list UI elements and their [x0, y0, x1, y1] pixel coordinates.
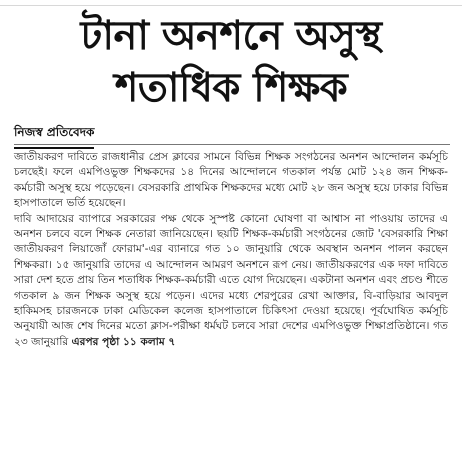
- article-paragraph: [14, 212, 448, 351]
- byline: নিজস্ব প্রতিবেদক: [14, 124, 94, 149]
- divider-rule: [14, 144, 450, 145]
- page-top-strip: [0, 0, 462, 6]
- headline: [0, 10, 462, 114]
- article-paragraph: জাতীয়করণ দাবিতে রাজধানীর প্রেস ক্লাবের সামনে বিভিন্ন শিক্ষক সংগঠনের অনশন আন্দোলন কর্মসূচি চলছেই। ফলে এমপিওভুক্ত শিক্ষকদের ১৪ দিনের আন্দোলনে গতকাল পর্যন্ত মোট ১২৪ জন শিক্ষক-কর্মচারী অসুস্থ হয়ে পড়েছেন। বেসরকারি প্রাথমিক শিক্ষকদের মধ্যে মোট ২৮ জন অসুস্থ হয়ে ঢাকার বিভিন্ন হাসপাতালে ভর্তি হয়েছেন।: [14, 151, 448, 210]
- headline-line-1: টানা অনশনে অসুস্থ: [80, 13, 382, 59]
- headline-line-2: শতাধিক শিক্ষক: [114, 65, 348, 111]
- continuation-jump: এরপর পৃষ্ঠা ১১ কলাম ৭: [71, 335, 176, 348]
- article-body: [14, 150, 448, 350]
- article-paragraph-text: দাবি আদায়ের ব্যাপারে সরকারের পক্ষ থেকে সুস্পষ্ট কোনো ঘোষণা বা আশ্বাস না পাওয়ায় তাদের এ অনশন চলবে বলে শিক্ষক নেতারা জানিয়েছেন। ছয়টি শিক্ষক-কর্মচারী সংগঠনের জোট 'বেসরকারি শিক্ষা জাতীয়করণ লিয়াজোঁ ফোরাম'-এর ব্যানারে গত ১০ জানুয়ারি থেকে অবস্থান অনশন পালন করছেন শিক্ষকরা। ১৫ জানুয়ারি তাদের এ আন্দোলন আমরণ অনশনে রূপ নেয়। জাতীয়করণের এক দফা দাবিতে সারা দেশ হতে প্রায় তিন শতাধিক শিক্ষক-কর্মচারী এতে যোগ দিয়েছেন। একটানা অনশন এবং প্রচণ্ড শীতে গতকাল ৯ জন শিক্ষক অসুস্থ হয়ে পড়েন। এদের মধ্যে শেরপুরের রেখা আক্তার, বি-বাড়িয়ার আবদুল হাকিমসহ চারজনকে ঢাকা মেডিকেল কলেজ হাসপাতালে চিকিৎসা দেওয়া হয়েছে। পূর্বঘোষিত কর্মসূচি অনুযায়ী আজ শেষ দিনের মতো ক্লাস-পরীক্ষা ধর্মঘট চলবে সারা দেশের এমপিওভুক্ত শিক্ষাপ্রতিষ্ঠানে। গত ২৩ জানুয়ারি: [14, 212, 448, 348]
